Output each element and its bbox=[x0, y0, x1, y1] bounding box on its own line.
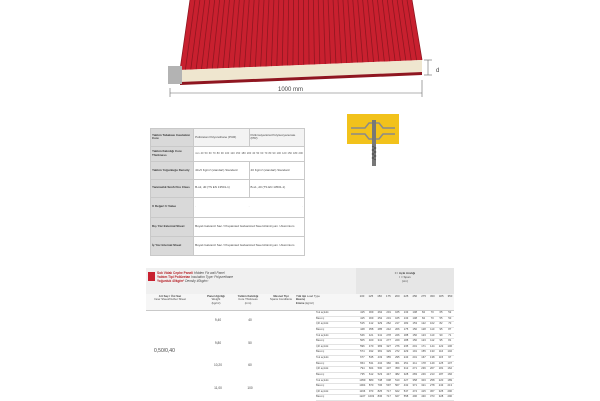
load-value: 123 bbox=[419, 338, 428, 344]
thickness-value: 60 bbox=[209, 152, 212, 156]
load-value: 246 bbox=[419, 372, 428, 378]
load-value: 290 bbox=[445, 394, 454, 400]
thickness-value: 150 bbox=[236, 152, 240, 156]
group-weight: 11,00 bbox=[204, 386, 232, 390]
thickness-value: 150 bbox=[288, 152, 292, 156]
load-value: 188 bbox=[402, 338, 411, 344]
thickness-value: 50 bbox=[205, 152, 208, 156]
load-value: 447 bbox=[384, 372, 393, 378]
joint-detail-illustration bbox=[345, 112, 401, 172]
group-weight: 9,40 bbox=[204, 318, 232, 322]
load-value: 71 bbox=[445, 333, 454, 339]
span-value: 150 bbox=[376, 295, 384, 298]
load-value: 102 bbox=[428, 321, 437, 327]
row-condition: Basınç bbox=[316, 372, 358, 378]
load-value: 150 bbox=[410, 338, 419, 344]
load-value: 355 bbox=[384, 355, 393, 361]
load-value: 166 bbox=[445, 372, 454, 378]
load-value: 133 bbox=[428, 349, 437, 355]
load-value: 290 bbox=[445, 389, 454, 395]
row-condition: Tek açıklık bbox=[316, 355, 358, 361]
load-value: 285 bbox=[375, 327, 384, 333]
thickness-value: 120 bbox=[282, 152, 286, 156]
load-value: 309 bbox=[367, 310, 376, 316]
load-value: 243 bbox=[437, 383, 446, 389]
thickness-value: 90 bbox=[273, 152, 276, 156]
load-value: 144 bbox=[428, 344, 437, 350]
group-weight: 10,20 bbox=[204, 363, 232, 367]
panel-thickness-label: d bbox=[436, 68, 439, 74]
load-value: 128 bbox=[419, 327, 428, 333]
spec-value: B-s1, d0 (TS EN 13501-1) bbox=[249, 179, 304, 197]
load-value: 430 bbox=[419, 394, 428, 400]
load-value: 358 bbox=[367, 327, 376, 333]
spec-label: U Değeri U Value bbox=[151, 197, 194, 217]
span-value: 250 bbox=[411, 295, 419, 298]
load-value: 213 bbox=[445, 383, 454, 389]
thickness-value: 200 bbox=[247, 152, 251, 156]
spec-label: Yalıtım Yoğunluğu Density bbox=[151, 162, 194, 180]
load-value: 167 bbox=[419, 355, 428, 361]
load-value: 474 bbox=[410, 389, 419, 395]
load-value: 243 bbox=[402, 355, 411, 361]
row-condition: Basınç bbox=[316, 383, 358, 389]
load-value: 115 bbox=[437, 355, 446, 361]
load-value: 95 bbox=[437, 338, 446, 344]
load-value: 880 bbox=[367, 378, 376, 384]
load-value: 597 bbox=[384, 383, 393, 389]
load-value: 188 bbox=[402, 333, 411, 339]
panel-joint-left bbox=[168, 66, 182, 84]
load-value: 531 bbox=[367, 361, 376, 367]
group-weight: 9,80 bbox=[204, 341, 232, 345]
load-value: 574 bbox=[358, 349, 367, 355]
load-value: 87 bbox=[445, 327, 454, 333]
col-load: Yük tipi Load Type Basınç Emme (kg/m²) bbox=[296, 295, 356, 305]
load-value: 654 bbox=[358, 361, 367, 367]
thickness-value: 40 bbox=[201, 152, 204, 156]
thickness-value: 90 bbox=[221, 152, 224, 156]
load-value: 97 bbox=[445, 355, 454, 361]
load-value: 153 bbox=[410, 321, 419, 327]
load-value: 116 bbox=[437, 349, 446, 355]
load-value: 50 bbox=[445, 316, 454, 322]
col-weight: Panel Ağırlığı Weight (kg/m²) bbox=[202, 295, 230, 305]
load-value: 95 bbox=[437, 327, 446, 333]
load-value: 412 bbox=[367, 321, 376, 327]
load-table bbox=[146, 268, 454, 400]
load-value: 546 bbox=[358, 333, 367, 339]
row-condition: Basınç bbox=[316, 361, 358, 367]
col-thickness: Yalıtım Kalınlığı Core Thickness (mm) bbox=[234, 295, 262, 305]
load-value: 507 bbox=[393, 383, 402, 389]
load-value: 217 bbox=[393, 321, 402, 327]
load-value: 108 bbox=[410, 316, 419, 322]
load-value: 206 bbox=[393, 327, 402, 333]
col-sheet: Art Saç / Üst Sac Inner Sheet/Outher Sheet bbox=[148, 295, 192, 302]
sheet-thickness-value: 0,50/0,40 bbox=[154, 348, 264, 354]
load-value: 165 bbox=[393, 316, 402, 322]
load-value: 252 bbox=[375, 316, 384, 322]
span-value: 300 bbox=[428, 295, 436, 298]
load-value: 437 bbox=[384, 366, 393, 372]
load-value: 608 bbox=[384, 378, 393, 384]
load-value: 90 bbox=[437, 333, 446, 339]
load-value: 271 bbox=[410, 366, 419, 372]
load-value: 500 bbox=[375, 366, 384, 372]
thickness-value: mm bbox=[195, 152, 199, 156]
load-value: 81 bbox=[445, 338, 454, 344]
load-value: 220 bbox=[437, 378, 446, 384]
load-value: 627 bbox=[393, 394, 402, 400]
load-value: 1059 bbox=[358, 378, 367, 384]
load-value: 706 bbox=[375, 383, 384, 389]
thickness-value: 70 bbox=[213, 152, 216, 156]
load-value: 367 bbox=[428, 389, 437, 395]
spec-label: Yanmazlık Sınıfı Fire Class bbox=[151, 179, 194, 197]
thickness-value: 80 bbox=[217, 152, 220, 156]
load-value: 328 bbox=[437, 394, 446, 400]
load-value: 84 bbox=[419, 310, 428, 316]
row-condition: Basınç bbox=[316, 327, 358, 333]
thickness-value: 40 bbox=[252, 152, 255, 156]
load-value: 262 bbox=[375, 310, 384, 316]
load-value: 433 bbox=[375, 355, 384, 361]
load-value: 242 bbox=[384, 327, 393, 333]
load-value: 123 bbox=[419, 333, 428, 339]
group-thickness: 100 bbox=[236, 386, 264, 390]
load-value: 612 bbox=[367, 372, 376, 378]
load-value: 150 bbox=[410, 327, 419, 333]
load-value: 70 bbox=[445, 321, 454, 327]
load-value: 149 bbox=[428, 361, 437, 367]
load-value: 201 bbox=[384, 316, 393, 322]
load-value: 125 bbox=[437, 361, 446, 367]
col-condition: Mesnet Tipi Spans Conditions bbox=[266, 295, 296, 302]
row-condition: Çift açıklık bbox=[316, 344, 358, 350]
load-value: 400 bbox=[367, 338, 376, 344]
load-value: 432 bbox=[402, 383, 411, 389]
spec-value: 40 Kg/m³ (standart) Standard bbox=[249, 162, 304, 180]
group-thickness: 40 bbox=[236, 318, 264, 322]
load-value: 122 bbox=[419, 321, 428, 327]
load-value: 312 bbox=[402, 366, 411, 372]
load-value: 415 bbox=[358, 316, 367, 322]
load-value: 229 bbox=[402, 349, 411, 355]
brand-mark-icon bbox=[148, 272, 155, 281]
span-header: l = Açık Aralığı l = Span (cm) bbox=[356, 268, 454, 294]
load-value: 825 bbox=[375, 389, 384, 395]
thickness-value: 180 bbox=[293, 152, 297, 156]
load-value: 175 bbox=[402, 327, 411, 333]
load-value: 735 bbox=[358, 372, 367, 378]
spec-value: Boyalı Galvaniz Sac / Prepainted Galvanized Steel Alüminyum / Aluminium bbox=[194, 236, 305, 255]
load-value: 427 bbox=[402, 378, 411, 384]
span-value: 125 bbox=[367, 295, 375, 298]
load-value: 278 bbox=[384, 333, 393, 339]
span-value: 350 bbox=[446, 295, 454, 298]
load-value: 496 bbox=[410, 394, 419, 400]
span-value: 100 bbox=[358, 295, 366, 298]
spec-value: 40+5 Kg/m³ (standart) Standard bbox=[194, 162, 249, 180]
sandwich-panel-illustration bbox=[150, 0, 440, 100]
load-value: 470 bbox=[367, 344, 376, 350]
row-condition: Basınç bbox=[316, 349, 358, 355]
load-value: 328 bbox=[402, 372, 411, 378]
load-value: 82 bbox=[437, 321, 446, 327]
load-value: 165 bbox=[393, 310, 402, 316]
load-value: 112 bbox=[428, 338, 437, 344]
load-value: 329 bbox=[375, 321, 384, 327]
spec-value: B-s2, d0 (TS EN 13501-1) bbox=[194, 179, 249, 197]
load-value: 973 bbox=[367, 389, 376, 395]
load-value: 381 bbox=[375, 349, 384, 355]
spec-label: Yalıtım Tabakası Insulation Core bbox=[151, 129, 194, 147]
span-value: 175 bbox=[384, 295, 392, 298]
load-value: 229 bbox=[393, 338, 402, 344]
panel-width-label: 1000 mm bbox=[278, 87, 303, 93]
load-table-columns bbox=[146, 294, 454, 311]
load-value: 383 bbox=[375, 344, 384, 350]
spec-value: Boyalı Galvaniz Sac / Prepainted Galvanized Steel Alüminyum / Aluminium bbox=[194, 217, 305, 236]
thickness-values bbox=[194, 146, 305, 161]
spec-label: Dış Yüz External Sheet bbox=[151, 217, 194, 236]
load-value: 325 bbox=[437, 389, 446, 395]
thickness-value: 80 bbox=[268, 152, 271, 156]
load-value: 277 bbox=[384, 338, 393, 344]
load-value: 434 bbox=[375, 361, 384, 367]
load-value: 870 bbox=[367, 383, 376, 389]
load-value: 201 bbox=[410, 344, 419, 350]
load-value: 358 bbox=[410, 378, 419, 384]
group-thickness: 50 bbox=[236, 341, 264, 345]
load-value: 191 bbox=[410, 349, 419, 355]
load-value: 329 bbox=[384, 349, 393, 355]
load-value: 1166 bbox=[358, 389, 367, 395]
thickness-value: 100 bbox=[225, 152, 229, 156]
load-value: 133 bbox=[402, 310, 411, 316]
panel-top-face bbox=[180, 0, 422, 70]
row-values bbox=[358, 394, 454, 400]
load-value: 276 bbox=[393, 344, 402, 350]
thickness-value: 200 bbox=[299, 152, 303, 156]
load-value: 309 bbox=[367, 316, 376, 322]
spec-label: Yalıtım Kalınlığı Core Thickness bbox=[151, 146, 194, 161]
load-value: 505 bbox=[358, 338, 367, 344]
load-value: 171 bbox=[419, 344, 428, 350]
load-value: 201 bbox=[410, 355, 419, 361]
load-value: 110 bbox=[428, 327, 437, 333]
load-value: 65 bbox=[437, 310, 446, 316]
row-condition: Tek açıklık bbox=[316, 378, 358, 384]
load-value: 448 bbox=[358, 327, 367, 333]
load-value: 181 bbox=[437, 366, 446, 372]
load-value: 133 bbox=[402, 316, 411, 322]
load-value: 108 bbox=[410, 310, 419, 316]
load-value: 717 bbox=[384, 394, 393, 400]
thickness-value: 120 bbox=[230, 152, 234, 156]
load-value: 178 bbox=[419, 361, 428, 367]
load-table-title: Sıdı Vidalı Cephe Paneli Hidden Fix wall Panel Yalıtım Tipi Poliüretan Insulation Type: Polyurethane Yoğunluk 40kg/m³ Density 40kg/m³ bbox=[157, 271, 233, 284]
load-value: 122 bbox=[437, 344, 446, 350]
load-value: 359 bbox=[393, 366, 402, 372]
load-value: 278 bbox=[428, 383, 437, 389]
thickness-value: 50 bbox=[256, 152, 259, 156]
load-value: 836 bbox=[375, 394, 384, 400]
row-condition: Çift açıklık bbox=[316, 321, 358, 327]
load-value: 717 bbox=[384, 389, 393, 395]
load-value: 373 bbox=[428, 394, 437, 400]
load-value: 70 bbox=[428, 310, 437, 316]
row-condition: Basınç bbox=[316, 316, 358, 322]
load-value: 415 bbox=[419, 389, 428, 395]
u-values: · · · bbox=[194, 197, 305, 217]
load-value: 84 bbox=[419, 316, 428, 322]
row-condition: Basınç bbox=[316, 394, 358, 400]
span-values bbox=[358, 295, 454, 298]
load-value: 251 bbox=[402, 361, 411, 367]
load-value: 155 bbox=[419, 349, 428, 355]
technical-spec-table bbox=[150, 128, 305, 256]
row-condition: Basınç bbox=[316, 338, 358, 344]
load-value: 303 bbox=[419, 378, 428, 384]
load-value: 138 bbox=[428, 355, 437, 361]
load-value: 558 bbox=[402, 394, 411, 400]
load-value: 107 bbox=[445, 361, 454, 367]
load-value: 421 bbox=[367, 333, 376, 339]
load-value: 102 bbox=[445, 349, 454, 355]
load-value: 596 bbox=[358, 344, 367, 350]
load-value: 738 bbox=[375, 378, 384, 384]
load-value: 360 bbox=[384, 361, 393, 367]
thickness-value: 70 bbox=[264, 152, 267, 156]
row-condition: Çift açıklık bbox=[316, 366, 358, 372]
load-value: 110 bbox=[428, 333, 437, 339]
row-condition: Tek açıklık bbox=[316, 333, 358, 339]
load-value: 258 bbox=[428, 378, 437, 384]
load-value: 492 bbox=[367, 349, 376, 355]
load-value: 182 bbox=[402, 321, 411, 327]
span-value: 325 bbox=[437, 295, 445, 298]
load-value: 189 bbox=[445, 378, 454, 384]
load-value: 535 bbox=[367, 355, 376, 361]
load-value: 106 bbox=[445, 344, 454, 350]
spec-value: Poliüretan Polyurethane (PUR) bbox=[194, 129, 249, 147]
table-row bbox=[316, 394, 454, 401]
load-value: 547 bbox=[402, 389, 411, 395]
load-value: 187 bbox=[437, 372, 446, 378]
load-value: 382 bbox=[393, 372, 402, 378]
row-condition: Çift açıklık bbox=[316, 389, 358, 395]
span-value: 225 bbox=[402, 295, 410, 298]
load-value: 262 bbox=[384, 321, 393, 327]
load-table-header bbox=[146, 268, 454, 295]
span-value: 275 bbox=[420, 295, 428, 298]
span-value: 200 bbox=[393, 295, 401, 298]
load-value: 321 bbox=[419, 383, 428, 389]
load-value: 622 bbox=[393, 389, 402, 395]
thickness-value: 100 bbox=[277, 152, 281, 156]
load-value: 213 bbox=[428, 372, 437, 378]
load-value: 523 bbox=[375, 372, 384, 378]
load-value: 677 bbox=[358, 355, 367, 361]
load-value: 226 bbox=[393, 333, 402, 339]
load-value: 150 bbox=[410, 333, 419, 339]
load-value: 236 bbox=[419, 366, 428, 372]
load-value: 341 bbox=[375, 338, 384, 344]
load-value: 283 bbox=[410, 372, 419, 378]
group-thickness: 60 bbox=[236, 363, 264, 367]
load-value: 664 bbox=[367, 366, 376, 372]
load-value: 55 bbox=[437, 316, 446, 322]
load-value: 1003 bbox=[367, 394, 376, 400]
load-table-body bbox=[146, 310, 454, 400]
load-value: 272 bbox=[393, 349, 402, 355]
load-value: 515 bbox=[358, 321, 367, 327]
load-value: 235 bbox=[402, 344, 411, 350]
load-value: 1227 bbox=[358, 394, 367, 400]
load-value: 341 bbox=[375, 333, 384, 339]
load-value: 415 bbox=[358, 310, 367, 316]
load-value: 295 bbox=[393, 355, 402, 361]
load-value: 1004 bbox=[358, 383, 367, 389]
load-value: 162 bbox=[445, 366, 454, 372]
load-value: 52 bbox=[445, 310, 454, 316]
row-condition: Tek açıklık bbox=[316, 310, 358, 316]
load-value: 794 bbox=[358, 366, 367, 372]
load-value: 70 bbox=[428, 316, 437, 322]
thickness-value: 180 bbox=[241, 152, 245, 156]
thickness-value: 60 bbox=[260, 152, 263, 156]
load-value: 207 bbox=[428, 366, 437, 372]
load-value: 327 bbox=[384, 344, 393, 350]
load-value: 211 bbox=[410, 361, 419, 367]
spec-value: Poliizosiyanürat Polyisocyanurate (PIR) bbox=[249, 129, 304, 147]
load-value: 301 bbox=[393, 361, 402, 367]
load-value: 510 bbox=[393, 378, 402, 384]
load-value: 371 bbox=[410, 383, 419, 389]
spec-label: İç Yüz Internal Sheet bbox=[151, 236, 194, 255]
load-value: 201 bbox=[384, 310, 393, 316]
